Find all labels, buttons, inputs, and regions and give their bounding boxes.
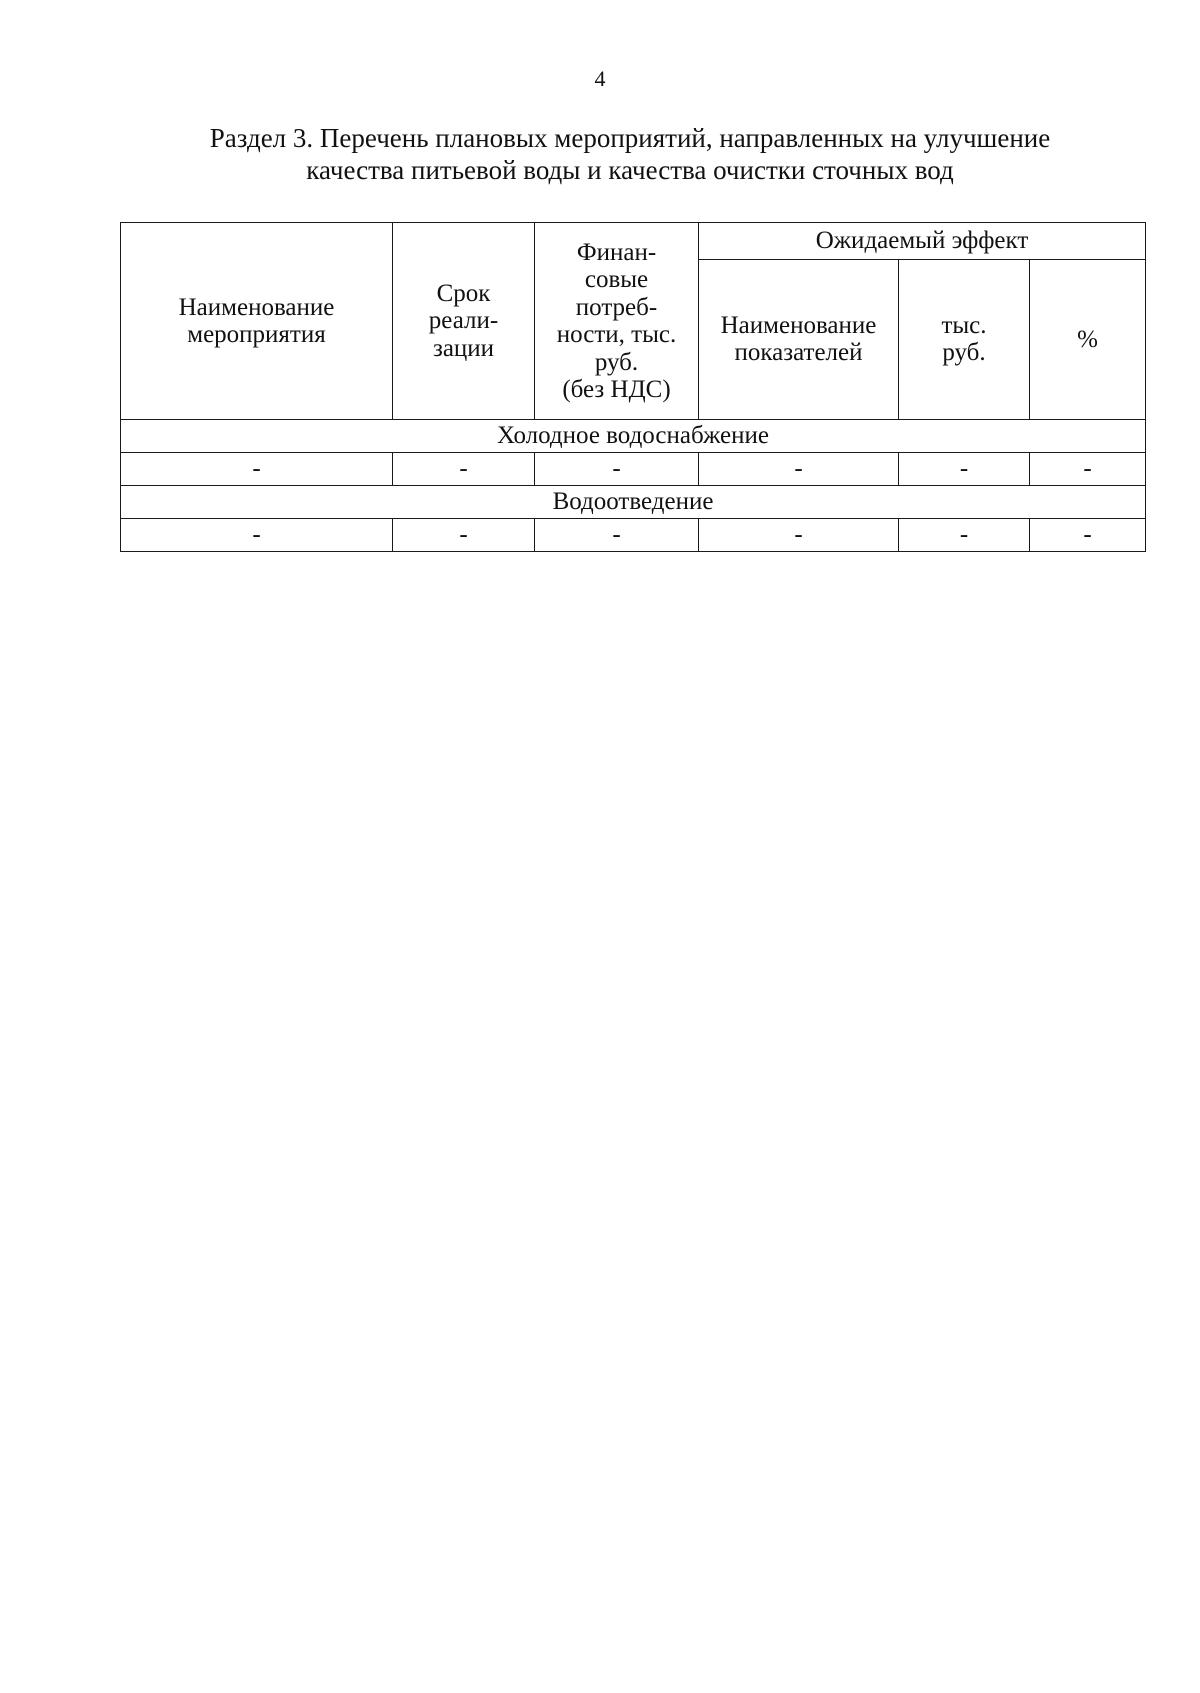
header-expected-effect: Ожидаемый эффект: [699, 223, 1146, 260]
section-title: Водоотведение: [121, 486, 1146, 519]
page-number: 4: [594, 66, 606, 91]
table-row: [121, 519, 1146, 552]
table-cell: -: [899, 519, 1030, 552]
section-row-wastewater: [121, 486, 1146, 519]
header-thousand-rub: тыс. руб.: [899, 259, 1030, 419]
table-cell: -: [535, 519, 699, 552]
table-cell: -: [121, 453, 393, 486]
table-cell: -: [699, 453, 899, 486]
table-cell: -: [1030, 453, 1146, 486]
table-cell: -: [1030, 519, 1146, 552]
table-cell: -: [535, 453, 699, 486]
header-term: Срок реали- зации: [393, 223, 535, 420]
table-row: [121, 453, 1146, 486]
page-title-line-2: качества питьевой воды и качества очистки сточных вод: [306, 155, 954, 186]
header-percent: %: [1030, 259, 1146, 419]
table-cell: -: [393, 453, 535, 486]
header-indicator-name: Наименование показателей: [699, 259, 899, 419]
section-title: Холодное водоснабжение: [121, 420, 1146, 453]
header-finance: Финан- совые потреб- ности, тыс. руб. (без НДС): [535, 223, 699, 420]
section-row-cold-water: [121, 420, 1146, 453]
table-cell: -: [393, 519, 535, 552]
page-title: [120, 122, 1140, 186]
table-cell: -: [899, 453, 1030, 486]
measures-table: [120, 222, 1146, 552]
table-cell: -: [699, 519, 899, 552]
header-measure-name: Наименование мероприятия: [121, 223, 393, 420]
page-title-line-1: Раздел 3. Перечень плановых мероприятий, направленных на улучшение: [209, 123, 1051, 153]
table-cell: -: [121, 519, 393, 552]
